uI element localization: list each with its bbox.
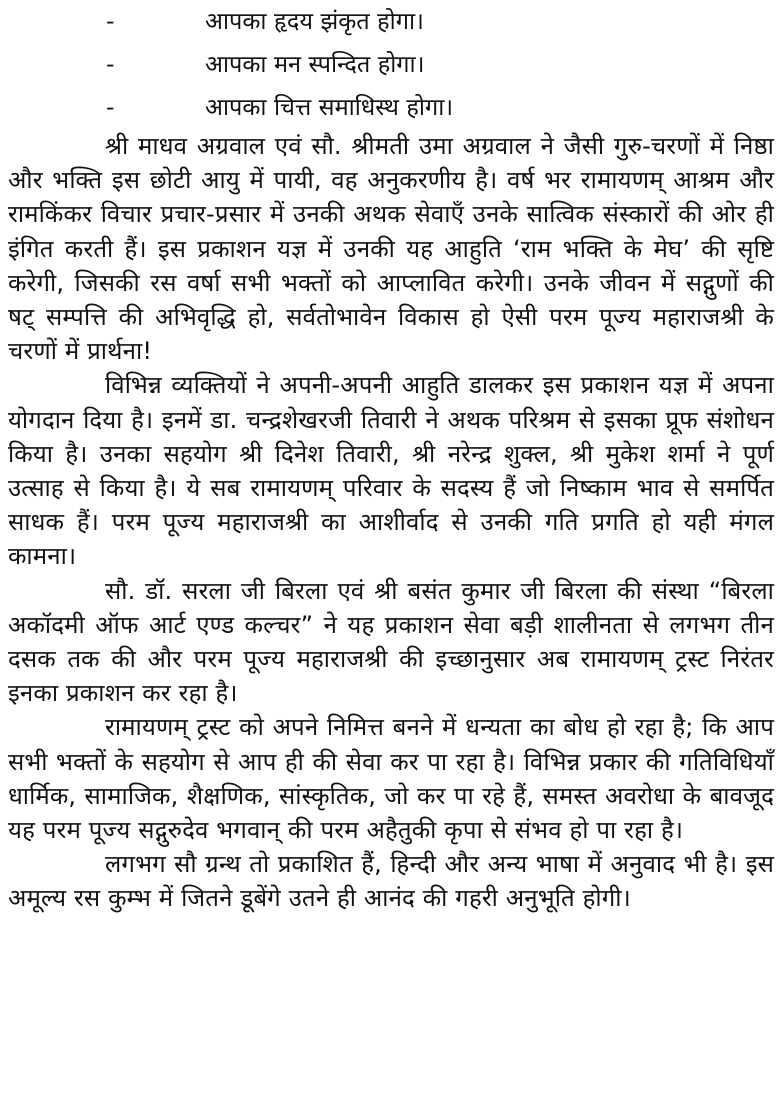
bullet-text: आपका मन स्पन्दित होगा। — [205, 50, 425, 78]
bullet-item — [8, 0, 774, 43]
paragraph-birla-academy: सौ. डॉ. सरला जी बिरला एवं श्री बसंत कुमार जी बिरला की संस्था “बिरला अकॉदमी ऑफ आर्ट एण्ड कल्चर” ने यह प्रकाशन सेवा बड़ी शालीनता से लगभग तीन दसक तक की और परम पूज्य महाराजश्री की इच्छानुसार अब रामायणम् ट्रस्ट निरंतर इनका प्रकाशन कर रहा है। — [8, 576, 774, 708]
bullet-marker: - — [106, 50, 115, 78]
bullet-marker: - — [106, 7, 115, 35]
bullet-list — [8, 0, 774, 129]
paragraph-agrawal-tribute: श्री माधव अग्रवाल एवं सौ. श्रीमती उमा अग्रवाल ने जैसी गुरु-चरणों में निष्ठा और भक्ति इस छोटी आयु में पायी, वह अनुकरणीय है। वर्ष भर रामायणम् आश्रम और रामकिंकर विचार प्रचार-प्रसार में उनकी अथक सेवाएँ उनके सात्विक संस्कारों की ओर ही इंगित करती हैं। इस प्रकाशन यज्ञ में उनकी यह आहुति ‘राम भक्ति के मेघ’ की सृष्टि करेगी, जिसकी रस वर्षा सभी भक्तों को आप्लावित करेगी। उनके जीवन में सद्गुणों की षट् सम्पत्ति की अभिवृद्धि हो, सर्वतोभावेन विकास हो ऐसी परम पूज्य महाराजश्री के चरणों में प्रार्थना! — [8, 132, 774, 366]
bullet-text: आपका चित्त समाधिस्थ होगा। — [205, 93, 454, 121]
paragraph-contributors: विभिन्न व्यक्तियों ने अपनी-अपनी आहुति डालकर इस प्रकाशन यज्ञ में अपना योगदान दिया है। इनमें डा. चन्द्रशेखरजी तिवारी ने अथक परिश्रम से इसका प्रूफ संशोधन किया है। उनका सहयोग श्री दिनेश तिवारी, श्री नरेन्द्र शुक्ल, श्री मुकेश शर्मा ने पूर्ण उत्साह से किया है। ये सब रामायणम् परिवार के सदस्य हैं जो निष्काम भाव से समर्पित साधक हैं। परम पूज्य महाराजश्री का आशीर्वाद से उनकी गति प्रगति हो यही मंगल कामना। — [8, 371, 774, 571]
bullet-item — [8, 43, 774, 86]
paragraph-publications: लगभग सौ ग्रन्थ तो प्रकाशित हैं, हिन्दी और अन्य भाषा में अनुवाद भी है। इस अमूल्य रस कुम्भ में जितने डूबेंगे उतने ही आनंद की गहरी अनुभूति होगी। — [8, 850, 774, 913]
paragraph-ramayanam-trust: रामायणम् ट्रस्ट को अपने निमित्त बनने में धन्यता का बोध हो रहा है; कि आप सभी भक्तों के सहयोग से आप ही की सेवा कर पा रहा है। विभिन्न प्रकार की गतिविधियाँ धार्मिक, सामाजिक, शैक्षणिक, सांस्कृतिक, जो कर पा रहे हैं, समस्त अवरोधा के बावजूद यह परम पूज्य सद्गुरुदेव भगवान् की परम अहैतुकी कृपा से संभव हो पा रहा है। — [8, 713, 774, 845]
bullet-text: आपका हृदय झंकृत होगा। — [205, 7, 424, 35]
bullet-marker: - — [106, 93, 115, 121]
bullet-item — [8, 86, 774, 129]
